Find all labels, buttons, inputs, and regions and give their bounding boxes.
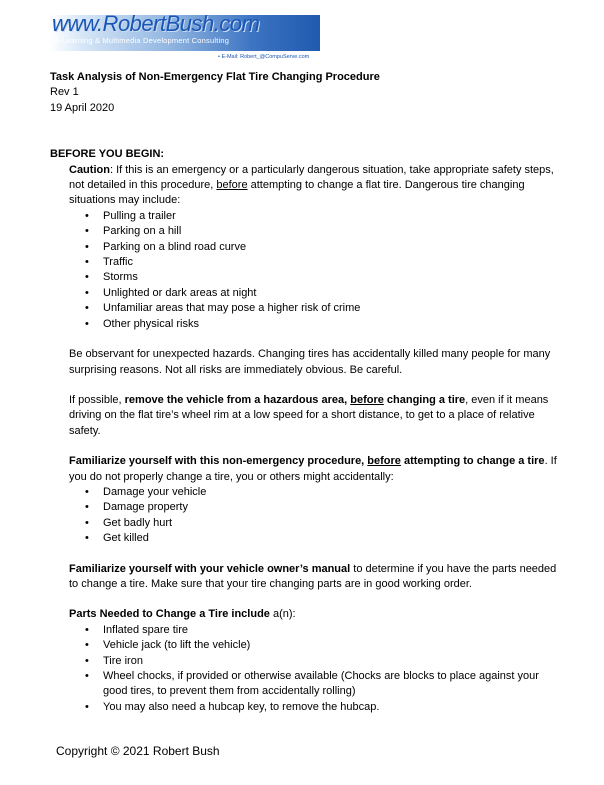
list-item: • Traffic xyxy=(85,255,560,270)
caution-text-1: : If this is an emergency or a particularly dangerous situation, take appropriate safety steps, not detailed in this procedure, xyxy=(69,163,554,192)
list-item: • Get badly hurt xyxy=(85,516,560,531)
logo-email: • E-Mail: Robert_@CompuServe.com xyxy=(218,54,310,60)
list-item: • Wheel chocks, if provided or otherwise available (Chocks are blocks to place against your good tires, to prevent them from accidentally rolling) xyxy=(85,669,560,700)
parts-needed-heading xyxy=(50,607,560,622)
remove-intro: If possible, xyxy=(69,393,125,406)
document-body xyxy=(50,70,560,715)
list-item: • Parking on a blind road curve xyxy=(85,240,560,255)
remove-before: before xyxy=(350,393,384,406)
logo-subtitle: E-Learning & Multimedia Development Consulting xyxy=(54,36,230,45)
document-revision: Rev 1 xyxy=(50,86,79,99)
dangerous-situations-list xyxy=(50,209,560,332)
document-title: Task Analysis of Non-Emergency Flat Tire Changing Procedure xyxy=(50,71,380,83)
list-item: • Inflated spare tire xyxy=(85,623,560,638)
caution-before: before xyxy=(216,179,248,192)
caution-text-2: attempting to change a flat tire. Dangerous tire changing situations may include: xyxy=(69,179,525,207)
list-item: • Unlighted or dark areas at night xyxy=(85,286,560,301)
logo-title: www.RobertBush.com xyxy=(52,11,260,36)
list-item: • Storms xyxy=(85,270,560,285)
company-logo xyxy=(50,11,320,63)
list-item: • Get killed xyxy=(85,531,560,546)
list-item: • Unfamiliar areas that may pose a higher risk of crime xyxy=(85,301,560,316)
familiar-rest: . If you do not properly change a tire, you or others might accidentally: xyxy=(69,455,557,483)
remove-bold-2: changing a tire xyxy=(383,393,466,406)
familiar-bold-1: Familiarize yourself with this non-emergency procedure, xyxy=(69,455,368,468)
list-item: • Parking on a hill xyxy=(85,224,560,239)
familiar-bold-2: attempting to change a tire xyxy=(400,455,545,468)
copyright-footer: Copyright © 2021 Robert Bush xyxy=(56,744,220,758)
list-item: • Damage your vehicle xyxy=(85,485,560,500)
parts-rest: a(n): xyxy=(269,608,296,621)
caution-paragraph xyxy=(50,163,560,209)
list-item: • Damage property xyxy=(85,500,560,515)
remove-vehicle-paragraph xyxy=(50,393,560,439)
remove-rest: , even if it means driving on the flat tire’s wheel rim at a low speed for a short distance, to get to a place of relative safety. xyxy=(69,393,549,437)
manual-rest: to determine if you have the parts needed to change a tire. Make sure that your tire changing parts are in good working order. xyxy=(69,562,557,590)
familiarize-procedure-paragraph xyxy=(50,454,560,485)
accident-consequences-list xyxy=(50,485,560,547)
list-item: • Pulling a trailer xyxy=(85,209,560,224)
caution-label: Caution xyxy=(69,163,110,176)
familiar-before: before xyxy=(367,455,401,468)
list-item: • Tire iron xyxy=(85,654,560,669)
observant-paragraph: Be observant for unexpected hazards. Changing tires has accidentally killed many people for many surprising reasons. Not all risks are immediately obvious. Be careful. xyxy=(69,348,551,376)
owners-manual-paragraph xyxy=(50,562,560,593)
list-item: • Other physical risks xyxy=(85,317,560,332)
parts-bold: Parts Needed to Change a Tire include xyxy=(69,608,270,621)
list-item: • You may also need a hubcap key, to remove the hubcap. xyxy=(85,700,560,715)
parts-needed-list xyxy=(50,623,560,715)
list-item: • Vehicle jack (to lift the vehicle) xyxy=(85,638,560,653)
section-heading-before-you-begin: BEFORE YOU BEGIN: xyxy=(50,148,165,161)
remove-bold-1: remove the vehicle from a hazardous area, xyxy=(124,393,351,406)
document-date: 19 April 2020 xyxy=(50,101,115,114)
manual-bold: Familiarize yourself with your vehicle owner’s manual xyxy=(69,562,351,575)
